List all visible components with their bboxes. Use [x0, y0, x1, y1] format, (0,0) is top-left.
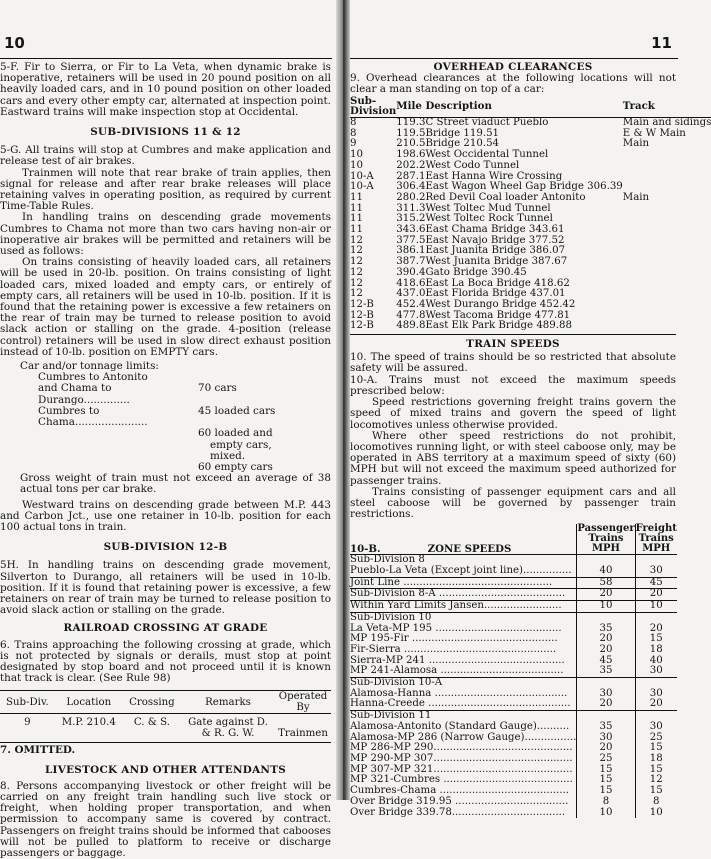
table-cell: 119.3 — [396, 117, 426, 129]
table-cell: 418.6 — [396, 277, 426, 289]
table-cell: 20 — [635, 624, 677, 635]
section-heading-sub-division-12b: SUB-DIVISION 12-B — [103, 541, 228, 554]
table-cell: 30 — [577, 733, 635, 744]
table-cell: MP 286-MP 290........................................... — [350, 742, 573, 754]
table-cell: Cumbres-Chama ........................................ — [350, 785, 570, 797]
table-cell: 287.1 — [396, 170, 426, 182]
table-row — [350, 666, 677, 677]
table-cell — [623, 214, 711, 225]
table-cell — [623, 246, 711, 257]
overhead-clearances-table — [350, 96, 711, 332]
table-cell: MP 321-Cumbres ........................................ — [350, 774, 573, 786]
table-cell: West Juanita Bridge 387.67 — [425, 256, 568, 268]
table-header-row — [350, 524, 677, 555]
table-cell: C Street viaduct Pueblo — [425, 117, 549, 129]
header-rule — [0, 58, 332, 59]
table-cell: West Codo Tunnel — [425, 159, 520, 171]
table-cell — [623, 289, 711, 300]
left-page-content — [0, 62, 331, 859]
table-cell: 10 — [577, 601, 635, 613]
table-cell: 18 — [635, 754, 677, 765]
table-cell: Hanna-Creede ............................................ — [350, 698, 571, 710]
table-cell: East Navajo Bridge 377.52 — [425, 234, 565, 246]
table-cell: 30 — [635, 666, 677, 677]
table-cell: 12 — [350, 256, 363, 268]
right-page — [350, 0, 711, 818]
table-cell: Red Devil Coal loader Antonito — [425, 191, 586, 203]
table-cell — [623, 279, 711, 290]
car-tonnage-limits — [0, 361, 331, 495]
table-cell: 15 — [577, 775, 635, 786]
table-cell: MP 290-MP 307........................................... — [350, 752, 573, 764]
left-page — [0, 0, 336, 859]
table-cell: 386.1 — [396, 245, 426, 257]
rule-8-paragraph: 8. Persons accompanying livestock or other freight will be carried on any freight train handling such live stock or freight, when holding proper transportation, and when permission to accompany same is covered by contract. Passengers on freight trains should be informed that cabooses will not be pulled to platform to receive or discharge passengers or baggage. — [0, 779, 331, 859]
table-cell: 25 — [635, 733, 677, 744]
table-rule — [350, 334, 676, 335]
section-heading-overhead-clearances: OVERHEAD CLEARANCES — [433, 61, 593, 73]
table-cell: E & W Main — [622, 127, 686, 139]
table-cell: 15 — [577, 786, 635, 797]
table-cell: MP 241-Alamosa ...................................... — [350, 665, 564, 677]
passenger-equipment-paragraph: Trains consisting of passenger equipment cars and all steel caboose will be governed by passenger train restrictions. — [350, 485, 676, 521]
limit-value: 60 loaded and — [198, 427, 273, 440]
rule-5g-paragraph: 5-G. All trains will stop at Cumbres and make application and release test of air brakes. — [0, 144, 331, 168]
table-cell: 377.5 — [396, 234, 426, 246]
table-cell: East Florida Bridge 437.01 — [425, 288, 566, 300]
table-cell: East Hanna Wire Crossing — [425, 170, 563, 182]
table-cell: 10 — [350, 159, 363, 171]
table-cell: 20 — [577, 645, 635, 656]
table-cell: 20 — [577, 699, 635, 710]
column-header: Description — [425, 96, 622, 118]
table-row — [350, 268, 711, 279]
table-cell: Sub-Division 11 — [350, 711, 577, 722]
limit-value: mixed. — [210, 449, 246, 462]
table-row — [350, 161, 711, 172]
column-header: Freight Trains MPH — [635, 523, 677, 555]
column-header: Sub-Div. — [0, 691, 55, 714]
table-cell: 20 — [577, 589, 635, 601]
table-cell: 489.8 — [396, 320, 426, 332]
table-cell: East Elk Park Bridge 489.88 — [425, 320, 572, 332]
table-cell: 198.6 — [396, 149, 426, 161]
table-cell — [623, 204, 711, 215]
table-row — [0, 714, 331, 740]
table-cell: MP 307-MP 321........................................... — [350, 763, 573, 775]
table-cell: 15 — [635, 786, 677, 797]
table-cell — [623, 236, 711, 247]
table-cell — [623, 172, 711, 183]
table-cell: 10 — [635, 808, 677, 819]
table-cell: West Durango Bridge 452.42 — [425, 298, 576, 310]
table-cell: 280.2 — [396, 191, 426, 203]
table-cell: West Toltec Mud Tunnel — [425, 202, 551, 214]
table-cell: 11 — [350, 202, 363, 214]
omitted-rule: 7. OMITTED. — [0, 744, 76, 757]
table-row — [350, 321, 711, 332]
book-spine — [336, 0, 350, 800]
right-page-content — [350, 61, 711, 818]
table-cell: 12 — [350, 277, 363, 289]
limit-label: and Chama to Durango.............. — [38, 382, 130, 406]
rule-10a-paragraph: 10-A. Trains must not exceed the maximum speeds prescribed below: — [350, 373, 676, 397]
table-row — [350, 797, 677, 808]
table-cell: Pueblo-La Veta (Except joint line)............... — [350, 565, 572, 577]
table-cell: 15 — [577, 765, 635, 776]
table-cell: MP 195-Fir ............................................. — [350, 633, 558, 645]
table-cell — [623, 311, 711, 322]
table-cell: 45 — [577, 656, 635, 667]
column-header: Track — [623, 96, 711, 118]
table-cell: 15 — [635, 743, 677, 754]
limit-value: 70 cars — [198, 382, 237, 395]
table-cell: Fir-Sierra ............................................... — [350, 643, 557, 655]
table-cell: 20 — [635, 699, 677, 710]
table-cell: 390.4 — [396, 266, 426, 278]
table-cell: Alamosa-Hanna ......................................... — [350, 687, 568, 699]
limit-value: 60 empty cars — [198, 460, 273, 473]
limit-value: 45 loaded cars — [198, 404, 276, 417]
header-rule — [350, 58, 678, 59]
table-cell: 45 — [635, 577, 677, 589]
column-header: Crossing — [123, 691, 181, 714]
zone-speeds-label: 10-B. — [350, 542, 381, 555]
rule-9-paragraph: 9. Overhead clearances at the following locations will not clear a man standing on top of a car: — [350, 72, 676, 96]
table-cell: 12 — [350, 234, 363, 246]
table-cell: Bridge 210.54 — [425, 138, 500, 150]
rule-5h-paragraph: 5H. In handling trains on descending grade movement, Silverton to Durango, all retainers will be used in 10-lb. position. If it is found that retaining power is excessive, a few retainers on rear of train may be turned to release position to avoid slack action or stalling on the grade. — [0, 559, 331, 617]
table-cell: 12 — [350, 266, 363, 278]
table-cell: Main — [622, 191, 650, 203]
table-cell: Sub-Division 8 — [350, 555, 577, 566]
table-cell: 452.4 — [396, 298, 426, 310]
table-cell: Within Yard Limits Jansen........................ — [350, 601, 577, 613]
table-cell: 10 — [635, 601, 677, 613]
table-row — [350, 601, 677, 613]
table-cell: Alamosa-MP 286 (Narrow Gauge)................ — [350, 731, 577, 743]
table-cell: 35 — [577, 722, 635, 733]
table-cell: 35 — [577, 624, 635, 635]
table-cell: 311.3 — [396, 202, 426, 214]
table-cell: West Tacoma Bridge 477.81 — [425, 309, 571, 321]
descending-grade-paragraph: In handling trains on descending grade movements Cumbres to Chama not more than two cars having non-air or inoperative air brakes will be permitted and retainers will be used as follows: — [0, 211, 331, 258]
table-cell: 8 — [577, 797, 635, 808]
trainmen-paragraph: Trainmen will note that rear brake of train applies, then signal for release and after rear brake releases will place retaining valves in operating position, as required by current Time-Table Rules. — [0, 166, 331, 213]
table-cell: 10 — [350, 149, 363, 161]
table-cell: 437.0 — [396, 288, 426, 300]
table-row — [350, 566, 677, 577]
column-header: Sub-Division — [350, 94, 397, 118]
table-cell: 210.5 — [396, 138, 426, 150]
table-cell: West Toltec Rock Tunnel — [425, 213, 553, 225]
table-row — [350, 722, 677, 733]
table-row — [350, 612, 677, 623]
table-cell — [623, 300, 711, 311]
table-cell: East La Boca Bridge 418.62 — [425, 277, 570, 289]
table-cell: Main and sidings — [622, 117, 711, 129]
table-cell: Sub-Division 10-A — [350, 678, 577, 689]
table-cell: 477.8 — [396, 309, 426, 321]
table-cell: 11 — [350, 191, 363, 203]
light-locomotive-paragraph: Where other speed restrictions do not prohibit, locomotives running light, or with steel caboose only, may be operated in ABS territory at a maximum speed of sixty (60) MPH but will not exceed the maximum speed authorized for passenger trains. — [350, 429, 676, 487]
table-cell: 10 — [577, 808, 635, 819]
page-number: 11 — [651, 34, 672, 52]
table-cell: 30 — [635, 566, 677, 577]
column-header: Location — [55, 691, 123, 714]
table-cell: 40 — [635, 656, 677, 667]
page-number: 10 — [4, 34, 25, 52]
table-cell: Sub-Division 8-A ....................................... — [350, 589, 577, 601]
table-cell: Gate against D. & R. G. W. — [188, 717, 268, 740]
table-cell: M.P. 210.4 — [61, 717, 116, 729]
table-cell: Bridge 119.51 — [425, 127, 500, 139]
section-heading-railroad-crossing: RAILROAD CROSSING AT GRADE — [63, 622, 268, 635]
table-cell: East Chama Bridge 343.61 — [425, 224, 565, 236]
table-cell: 12 — [350, 288, 363, 300]
table-cell: 15 — [635, 765, 677, 776]
table-cell: 8 — [350, 127, 357, 139]
table-cell: 15 — [635, 634, 677, 645]
table-cell: 58 — [577, 577, 635, 589]
table-cell: 18 — [635, 645, 677, 656]
table-cell: 387.7 — [396, 256, 426, 268]
table-cell: 12 — [350, 245, 363, 257]
zone-speeds-title: ZONE SPEEDS — [427, 542, 512, 555]
table-cell: 40 — [577, 566, 635, 577]
table-cell — [623, 321, 711, 332]
zone-speeds-heading — [350, 524, 577, 555]
column-header: Operated By — [275, 691, 331, 714]
table-row — [350, 699, 677, 710]
table-row — [350, 577, 677, 589]
table-cell: 9 — [350, 138, 357, 150]
table-cell: 202.2 — [396, 159, 426, 171]
limits-title: Car and/or tonnage limits: — [20, 360, 159, 373]
table-cell: 12 — [635, 775, 677, 786]
table-cell: C. & S. — [133, 717, 170, 729]
rule-6-paragraph: 6. Trains approaching the following crossing at grade, which is not protected by signals or derails, must stop at point designated by stop board and not proceed until it is known that track is clear. (See Rule 98) — [0, 638, 331, 685]
table-cell: 25 — [577, 754, 635, 765]
table-cell: 12-B — [350, 320, 374, 332]
table-row — [350, 808, 677, 819]
table-cell: 119.5 — [396, 127, 426, 139]
table-cell: Over Bridge 339.78................................... — [350, 806, 566, 818]
speed-restrictions-paragraph: Speed restrictions governing freight trains govern the speed of mixed trains and govern the speed of light locomotives unless otherwise provided. — [350, 396, 676, 431]
railroad-crossing-table — [0, 690, 331, 739]
section-heading-sub-divisions-11-12: SUB-DIVISIONS 11 & 12 — [90, 126, 241, 139]
table-cell — [635, 612, 677, 623]
table-cell: 12-B — [350, 309, 374, 321]
table-cell — [623, 257, 711, 268]
table-rule — [0, 742, 331, 743]
table-cell: West Occidental Tunnel — [425, 149, 549, 161]
rule-5f-paragraph: 5-F. Fir to Sierra, or Fir to La Veta, when dynamic brake is inoperative, retainers will be used in 20 pound position on all heavily loaded cars, and in 10 pound position on other loaded cars and every other empty car, alternated at inspection point. Eastward trains will make inspection stop at Occidental. — [0, 61, 331, 118]
retainers-paragraph: On trains consisting of heavily loaded cars, all retainers will be used in 20-lb. position. On trains consisting of light loaded cars, mixed loaded and empty cars, or entirely of empty cars, all retainers will be used in 10-lb. position. If it is found that the retaining power is excessive a few retainers on the rear of train may be turned to release position to avoid slack action or stalling on the grade. 4-position (release control) retainers will be used in slow direct exhaust position instead of 10-lb. position on EMPTY cars. — [0, 256, 331, 358]
table-cell: 30 — [577, 689, 635, 700]
table-cell: 10-A — [350, 181, 374, 193]
column-header: Passenger Trains MPH — [577, 523, 635, 555]
table-cell: Joint Line .............................................. — [350, 577, 577, 589]
table-cell: 11 — [350, 213, 363, 225]
table-cell — [623, 225, 711, 236]
table-cell: Gato Bridge 390.45 — [425, 266, 527, 278]
table-cell — [623, 268, 711, 279]
table-cell: 10-A — [350, 170, 374, 182]
westward-trains-paragraph: Westward trains on descending grade between M.P. 443 and Carbon Jct., use one retainer in 10-lb. position for each 100 actual tons in train. — [0, 498, 331, 533]
table-cell: Over Bridge 319.95 ................................... — [350, 795, 569, 807]
table-cell: 11 — [350, 224, 363, 236]
limit-label: Cumbres to Antonito — [38, 371, 148, 384]
table-cell: 30 — [635, 722, 677, 733]
section-heading-train-speeds: TRAIN SPEEDS — [466, 338, 560, 351]
table-cell: 35 — [577, 666, 635, 677]
table-cell: 306.4 — [396, 181, 426, 193]
table-cell: 20 — [577, 634, 635, 645]
table-cell: 343.6 — [396, 224, 426, 236]
table-cell: 8 — [350, 117, 357, 129]
zone-speeds-table — [350, 524, 677, 818]
rule-10-paragraph: 10. The speed of trains should be so restricted that absolute safety will be assured. — [350, 351, 676, 375]
table-cell: 9 — [24, 717, 31, 729]
table-cell — [623, 161, 711, 172]
table-cell: Trainmen — [278, 728, 328, 740]
limit-value: empty cars, — [210, 438, 272, 451]
limit-label: Cumbres to Chama...................... — [38, 404, 148, 429]
section-heading-livestock: LIVESTOCK AND OTHER ATTENDANTS — [44, 763, 287, 776]
table-cell: 8 — [635, 797, 677, 808]
table-cell — [623, 150, 711, 161]
table-cell: Main — [622, 138, 650, 150]
table-cell: East Wagon Wheel Gap Bridge 306.39 — [425, 181, 623, 193]
table-cell: East Juanita Bridge 386.07 — [425, 245, 566, 257]
table-row — [350, 589, 677, 601]
table-cell: 20 — [635, 589, 677, 601]
table-cell: 30 — [635, 689, 677, 700]
table-cell: Sierra-MP 241 .......................................... — [350, 654, 565, 666]
column-header: Mile — [396, 96, 425, 118]
column-header: Remarks — [181, 691, 275, 714]
table-cell: Sub-Division 10 — [350, 612, 577, 623]
table-cell: 315.2 — [396, 213, 426, 225]
table-cell: 12-B — [350, 298, 374, 310]
table-cell: Alamosa-Antonito (Standard Gauge).......... — [350, 720, 570, 732]
table-cell: 20 — [577, 743, 635, 754]
table-header-row — [350, 96, 711, 118]
gross-weight-note: Gross weight of train must not exceed an average of 38 actual tons per car brake. — [20, 472, 331, 496]
table-cell — [577, 612, 635, 623]
table-cell: La Veta-MP 195 ....................................... — [350, 622, 562, 634]
